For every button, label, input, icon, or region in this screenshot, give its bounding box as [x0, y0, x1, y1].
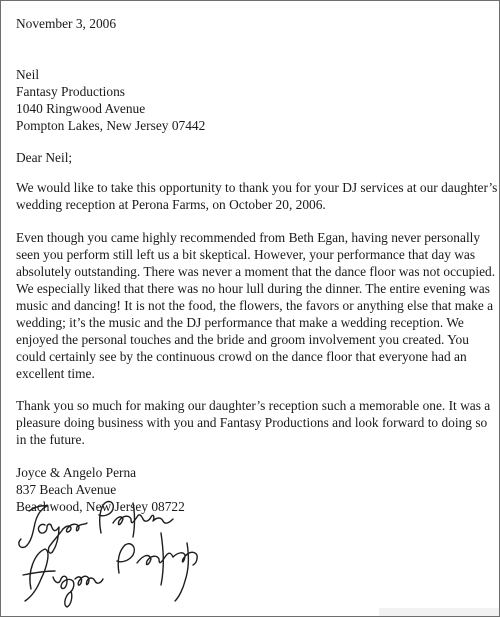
- paragraph-thanks: [16, 180, 498, 214]
- paragraph-line: We would like to take this opportunity to thank you for your DJ services at our daughter’s: [16, 180, 498, 196]
- paragraph-performance: [16, 230, 496, 382]
- recipient-street: 1040 Ringwood Avenue: [16, 100, 146, 116]
- recipient-city: Pompton Lakes, New Jersey 07442: [16, 117, 206, 133]
- letter-body: [16, 16, 498, 516]
- paragraph-line: music and dancing! It is not the food, the flowers, the favors or anything else that make a: [16, 297, 494, 313]
- recipient-company: Fantasy Productions: [16, 83, 125, 99]
- recipient-address-block: [16, 67, 486, 135]
- paragraph-line: in the future.: [16, 432, 85, 448]
- recipient-name: Neil: [16, 66, 40, 82]
- salutation: Dear Neil;: [16, 149, 73, 165]
- paragraph-line: could certainly see by the continuous crowd on the dance floor that everyone had an: [16, 348, 467, 364]
- paragraph-line: We especially liked that there was no hour lull during the dinner. The entire evening was: [16, 280, 490, 296]
- paragraph-line: Thank you so much for making our daughter’s reception such a memorable one. It was a: [16, 398, 491, 414]
- sender-names: Joyce & Angelo Perna: [16, 465, 137, 481]
- scan-smudge: [379, 608, 499, 616]
- sender-city: Beachwood, New Jersey 08722: [16, 498, 185, 514]
- paragraph-line: wedding; it’s the music and the DJ performance that make a wedding reception. We: [16, 314, 464, 330]
- paragraph-closing-thanks: [16, 398, 491, 449]
- paragraph-line: Even though you came highly recommended from Beth Egan, having never personally: [16, 230, 481, 246]
- paragraph-line: seen you perform still left us a bit skeptical. However, your performance that day was: [16, 247, 476, 263]
- paragraph-line: pleasure doing business with you and Fantasy Productions and look forward to doing so: [16, 415, 488, 431]
- paragraph-line: absolutely outstanding. There was never a moment that the dance floor was not occupied.: [16, 264, 496, 280]
- handwritten-signature: [1, 493, 231, 616]
- sender-street: 837 Beach Avenue: [16, 482, 117, 498]
- paragraph-line: excellent time.: [16, 365, 95, 381]
- paragraph-line: wedding reception at Perona Farms, on October 20, 2006.: [16, 197, 326, 213]
- paragraph-line: enjoyed the personal touches and the bride and groom involvement you created. You: [16, 331, 469, 347]
- letter-date: November 3, 2006: [16, 16, 117, 31]
